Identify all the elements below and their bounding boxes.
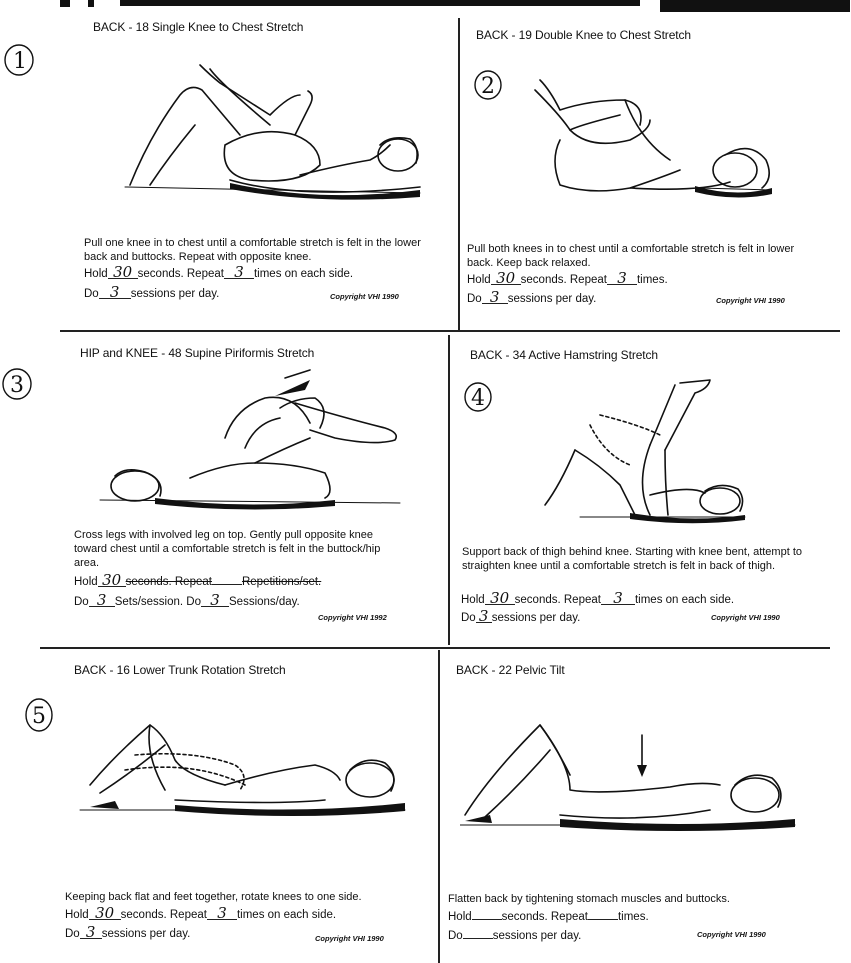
exercise-illustration — [95, 368, 415, 513]
copyright-notice: Copyright VHI 1990 — [697, 930, 766, 939]
grid-vertical-divider — [448, 335, 450, 645]
sessions-line — [84, 283, 220, 301]
exercise-title: BACK - 16 Lower Trunk Rotation Stretch — [74, 663, 286, 677]
panel-number: 2 — [481, 74, 495, 99]
hold-label: Hold — [74, 576, 98, 588]
copyright-notice: Copyright VHI 1990 — [711, 613, 780, 622]
exercise-title: BACK - 22 Pelvic Tilt — [456, 663, 565, 677]
exercise-illustration — [75, 715, 410, 825]
exercise-description: Support back of thigh behind knee. Starting with knee bent, attempt to straighten knee until a comfortable stretch is felt in back of thigh. — [462, 546, 802, 572]
hold-label: Hold — [461, 594, 485, 606]
sets-field[interactable]: 3 — [89, 594, 115, 607]
repeat-suffix-label: times on each side. — [236, 909, 337, 921]
panel-number: 5 — [32, 704, 46, 729]
hold-label: Hold — [84, 268, 108, 280]
exercise-description: Pull both knees in to chest until a comfortable stretch is felt in lower back. Keep back relaxed. — [467, 243, 795, 269]
sessions-suffix-label: sessions per day. — [130, 288, 220, 300]
sessions-line — [74, 591, 300, 609]
hold-seconds-field[interactable] — [472, 908, 502, 920]
sessions-field[interactable] — [463, 927, 493, 939]
handwritten-number-circle — [462, 380, 494, 414]
repeat-suffix-label: Repetitions/set. — [241, 576, 322, 588]
exercise-title: BACK - 19 Double Knee to Chest Stretch — [476, 28, 691, 42]
sessions-field[interactable]: 3 — [80, 926, 102, 939]
handwritten-number-circle — [22, 696, 56, 734]
hold-seconds-field[interactable]: 30 — [98, 574, 126, 587]
sessions-suffix-label: Sessions/day. — [229, 596, 300, 608]
exercise-description: Pull one knee in to chest until a comfortable stretch is felt in the lower back and buttocks. Repeat with opposite knee. — [84, 237, 421, 263]
sessions-line — [65, 923, 191, 941]
seconds-repeat-label: seconds. Repeat — [125, 576, 212, 588]
seconds-repeat-label: seconds. Repeat — [120, 909, 207, 921]
sessions-field[interactable]: 3 — [201, 594, 229, 607]
repeat-suffix-label: times on each side. — [253, 268, 354, 280]
do-label: Do — [65, 928, 80, 940]
exercise-illustration — [120, 55, 430, 205]
handwritten-number-circle — [472, 68, 504, 102]
hold-repeat-line — [74, 571, 322, 589]
repeat-suffix-label: times on each side. — [634, 594, 735, 606]
exercise-description: Flatten back by tightening stomach muscles and buttocks. — [448, 893, 730, 905]
seconds-repeat-label: seconds. Repeat — [501, 911, 588, 923]
repeat-count-field[interactable]: 3 — [601, 592, 635, 605]
hold-repeat-line — [467, 269, 668, 287]
grid-horizontal-divider — [60, 330, 840, 332]
repeat-count-field[interactable]: 3 — [207, 907, 237, 920]
copyright-notice: Copyright VHI 1990 — [315, 934, 384, 943]
copyright-notice: Copyright VHI 1990 — [716, 296, 785, 305]
seconds-repeat-label: seconds. Repeat — [514, 594, 601, 606]
do-label: Do — [461, 612, 476, 624]
scan-top-edge — [60, 0, 851, 10]
panel-number: 4 — [471, 386, 485, 411]
handwritten-number-circle — [2, 42, 36, 78]
hold-seconds-field[interactable]: 30 — [491, 272, 521, 285]
hold-seconds-field[interactable]: 30 — [89, 907, 121, 920]
sessions-line — [448, 927, 581, 942]
repeat-count-field[interactable]: 3 — [607, 272, 637, 285]
copyright-notice: Copyright VHI 1990 — [330, 292, 399, 301]
sessions-field[interactable]: 3 — [99, 286, 131, 299]
hold-repeat-line — [448, 908, 649, 923]
grid-vertical-divider — [458, 18, 460, 330]
do-label: Do — [74, 596, 89, 608]
exercise-title: HIP and KNEE - 48 Supine Piriformis Stretch — [80, 346, 315, 360]
do-label: Do — [84, 288, 99, 300]
grid-horizontal-divider — [40, 647, 830, 649]
exercise-illustration — [530, 70, 780, 200]
panel-number: 3 — [10, 373, 24, 398]
do-label: Do — [448, 930, 463, 942]
exercise-title: BACK - 34 Active Hamstring Stretch — [470, 348, 659, 362]
handwritten-number-circle — [0, 366, 34, 402]
hold-repeat-line — [65, 904, 337, 922]
do-label: Do — [467, 293, 482, 305]
panel-number: 1 — [13, 49, 27, 74]
exercise-description: Cross legs with involved leg on top. Gently pull opposite knee toward chest until a comfortable stretch is felt in the buttock/hip area. — [74, 529, 381, 569]
sessions-line — [461, 607, 581, 625]
grid-vertical-divider — [438, 650, 440, 963]
hold-repeat-line — [461, 589, 735, 607]
copyright-notice: Copyright VHI 1992 — [318, 613, 387, 622]
seconds-repeat-label: seconds. Repeat — [137, 268, 224, 280]
exercise-illustration — [460, 715, 800, 835]
repeat-count-field[interactable]: 3 — [224, 266, 254, 279]
hold-label: Hold — [467, 274, 491, 286]
hold-label: Hold — [448, 911, 472, 923]
sessions-field[interactable]: 3 — [476, 610, 492, 623]
repeat-count-field[interactable] — [212, 584, 242, 585]
hold-seconds-field[interactable]: 30 — [108, 266, 138, 279]
sessions-suffix-label: sessions per day. — [492, 930, 582, 942]
hold-seconds-field[interactable]: 30 — [485, 592, 515, 605]
repeat-count-field[interactable] — [588, 908, 618, 920]
exercise-title: BACK - 18 Single Knee to Chest Stretch — [93, 20, 304, 34]
sessions-suffix-label: sessions per day. — [491, 612, 581, 624]
sets-suffix-label: Sets/session. Do — [114, 596, 201, 608]
hold-repeat-line — [84, 263, 354, 281]
sessions-line — [467, 288, 597, 306]
exercise-illustration — [540, 375, 750, 525]
repeat-suffix-label: times. — [636, 274, 668, 286]
hold-label: Hold — [65, 909, 89, 921]
seconds-repeat-label: seconds. Repeat — [520, 274, 607, 286]
repeat-suffix-label: times. — [617, 911, 649, 923]
sessions-suffix-label: sessions per day. — [507, 293, 597, 305]
exercise-description: Keeping back flat and feet together, rotate knees to one side. — [65, 891, 362, 903]
sessions-field[interactable]: 3 — [482, 291, 508, 304]
sessions-suffix-label: sessions per day. — [101, 928, 191, 940]
